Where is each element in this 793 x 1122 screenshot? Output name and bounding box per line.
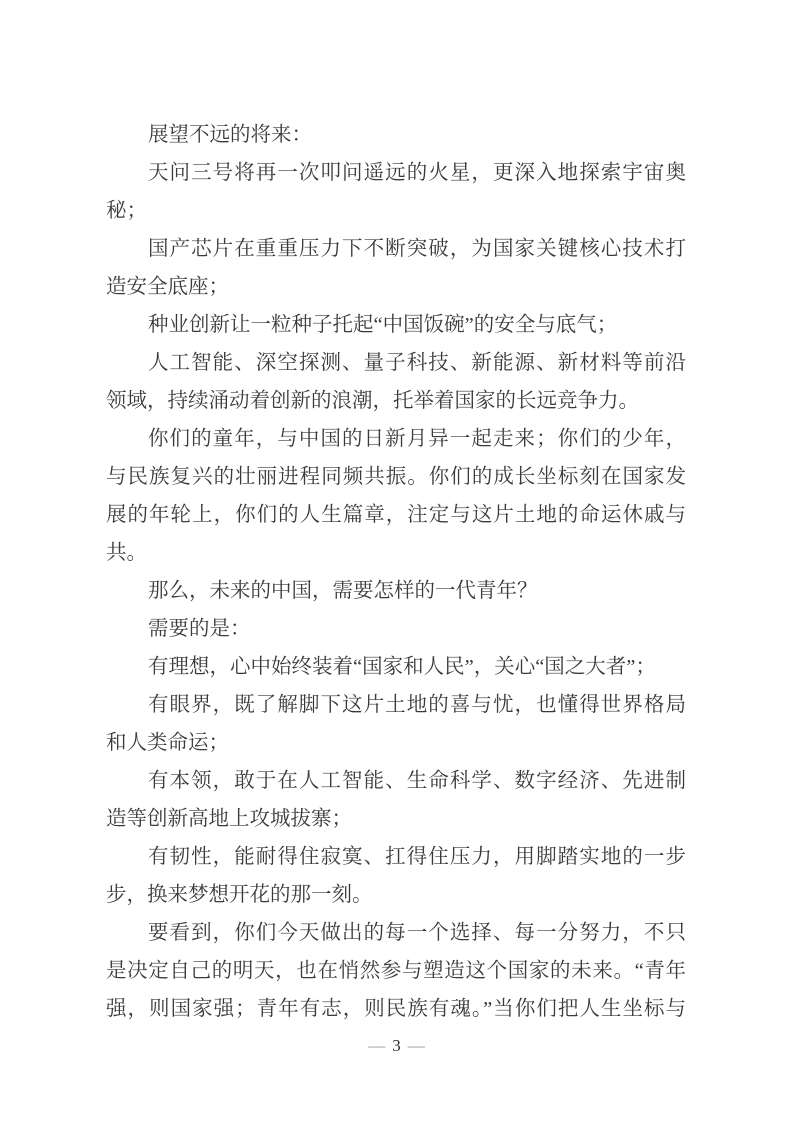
text-line: 展望不远的将来： xyxy=(148,124,312,146)
text-line: 天问三号将再一次叩问遥远的火星，更深入地探索宇宙奥 xyxy=(148,162,686,184)
text-line: 要看到，你们今天做出的每一个选择、每一分努力，不只 xyxy=(148,922,686,944)
text-line: 领域，持续涌动着创新的浪潮，托举着国家的长远竞争力。 xyxy=(106,390,639,412)
text-line: 共。 xyxy=(106,542,147,564)
text-line: 有韧性，能耐得住寂寞、扛得住压力，用脚踏实地的一步 xyxy=(148,846,686,868)
text-line: 人工智能、深空探测、量子科技、新能源、新材料等前沿 xyxy=(148,352,686,374)
document-body xyxy=(106,116,686,1028)
text-line: 造安全底座； xyxy=(106,276,229,298)
page-number: 3 xyxy=(392,1036,401,1055)
text-line: 与民族复兴的壮丽进程同频共振。你们的成长坐标刻在国家发 xyxy=(106,466,686,488)
footer-dash-left: — xyxy=(368,1036,386,1055)
text-line: 是决定自己的明天，也在悄然参与塑造这个国家的未来。“青年 xyxy=(106,960,686,982)
text-line: 那么，未来的中国，需要怎样的一代青年？ xyxy=(148,580,538,602)
text-line: 有本领，敢于在人工智能、生命科学、数字经济、先进制 xyxy=(148,770,686,792)
text-line: 种业创新让一粒种子托起“中国饭碗”的安全与底气； xyxy=(148,314,618,336)
text-line: 展的年轮上，你们的人生篇章，注定与这片土地的命运休戚与 xyxy=(106,504,686,526)
text-line: 需要的是： xyxy=(148,618,251,640)
text-line: 和人类命运； xyxy=(106,732,229,754)
text-line: 秘； xyxy=(106,200,147,222)
text-line: 国产芯片在重重压力下不断突破，为国家关键核心技术打 xyxy=(148,238,686,260)
text-line: 造等创新高地上攻城拔寨； xyxy=(106,808,352,830)
footer-dash-right: — xyxy=(407,1036,425,1055)
text-line: 你们的童年，与中国的日新月异一起走来；你们的少年， xyxy=(148,428,686,450)
text-line: 强，则国家强；青年有志，则民族有魂。”当你们把人生坐标与 xyxy=(106,998,686,1020)
page-footer xyxy=(0,1034,793,1058)
text-line: 步，换来梦想开花的那一刻。 xyxy=(106,884,373,906)
text-line: 有眼界，既了解脚下这片土地的喜与忧，也懂得世界格局 xyxy=(148,694,686,716)
text-line: 有理想，心中始终装着“国家和人民”，关心“国之大者”； xyxy=(148,656,656,678)
